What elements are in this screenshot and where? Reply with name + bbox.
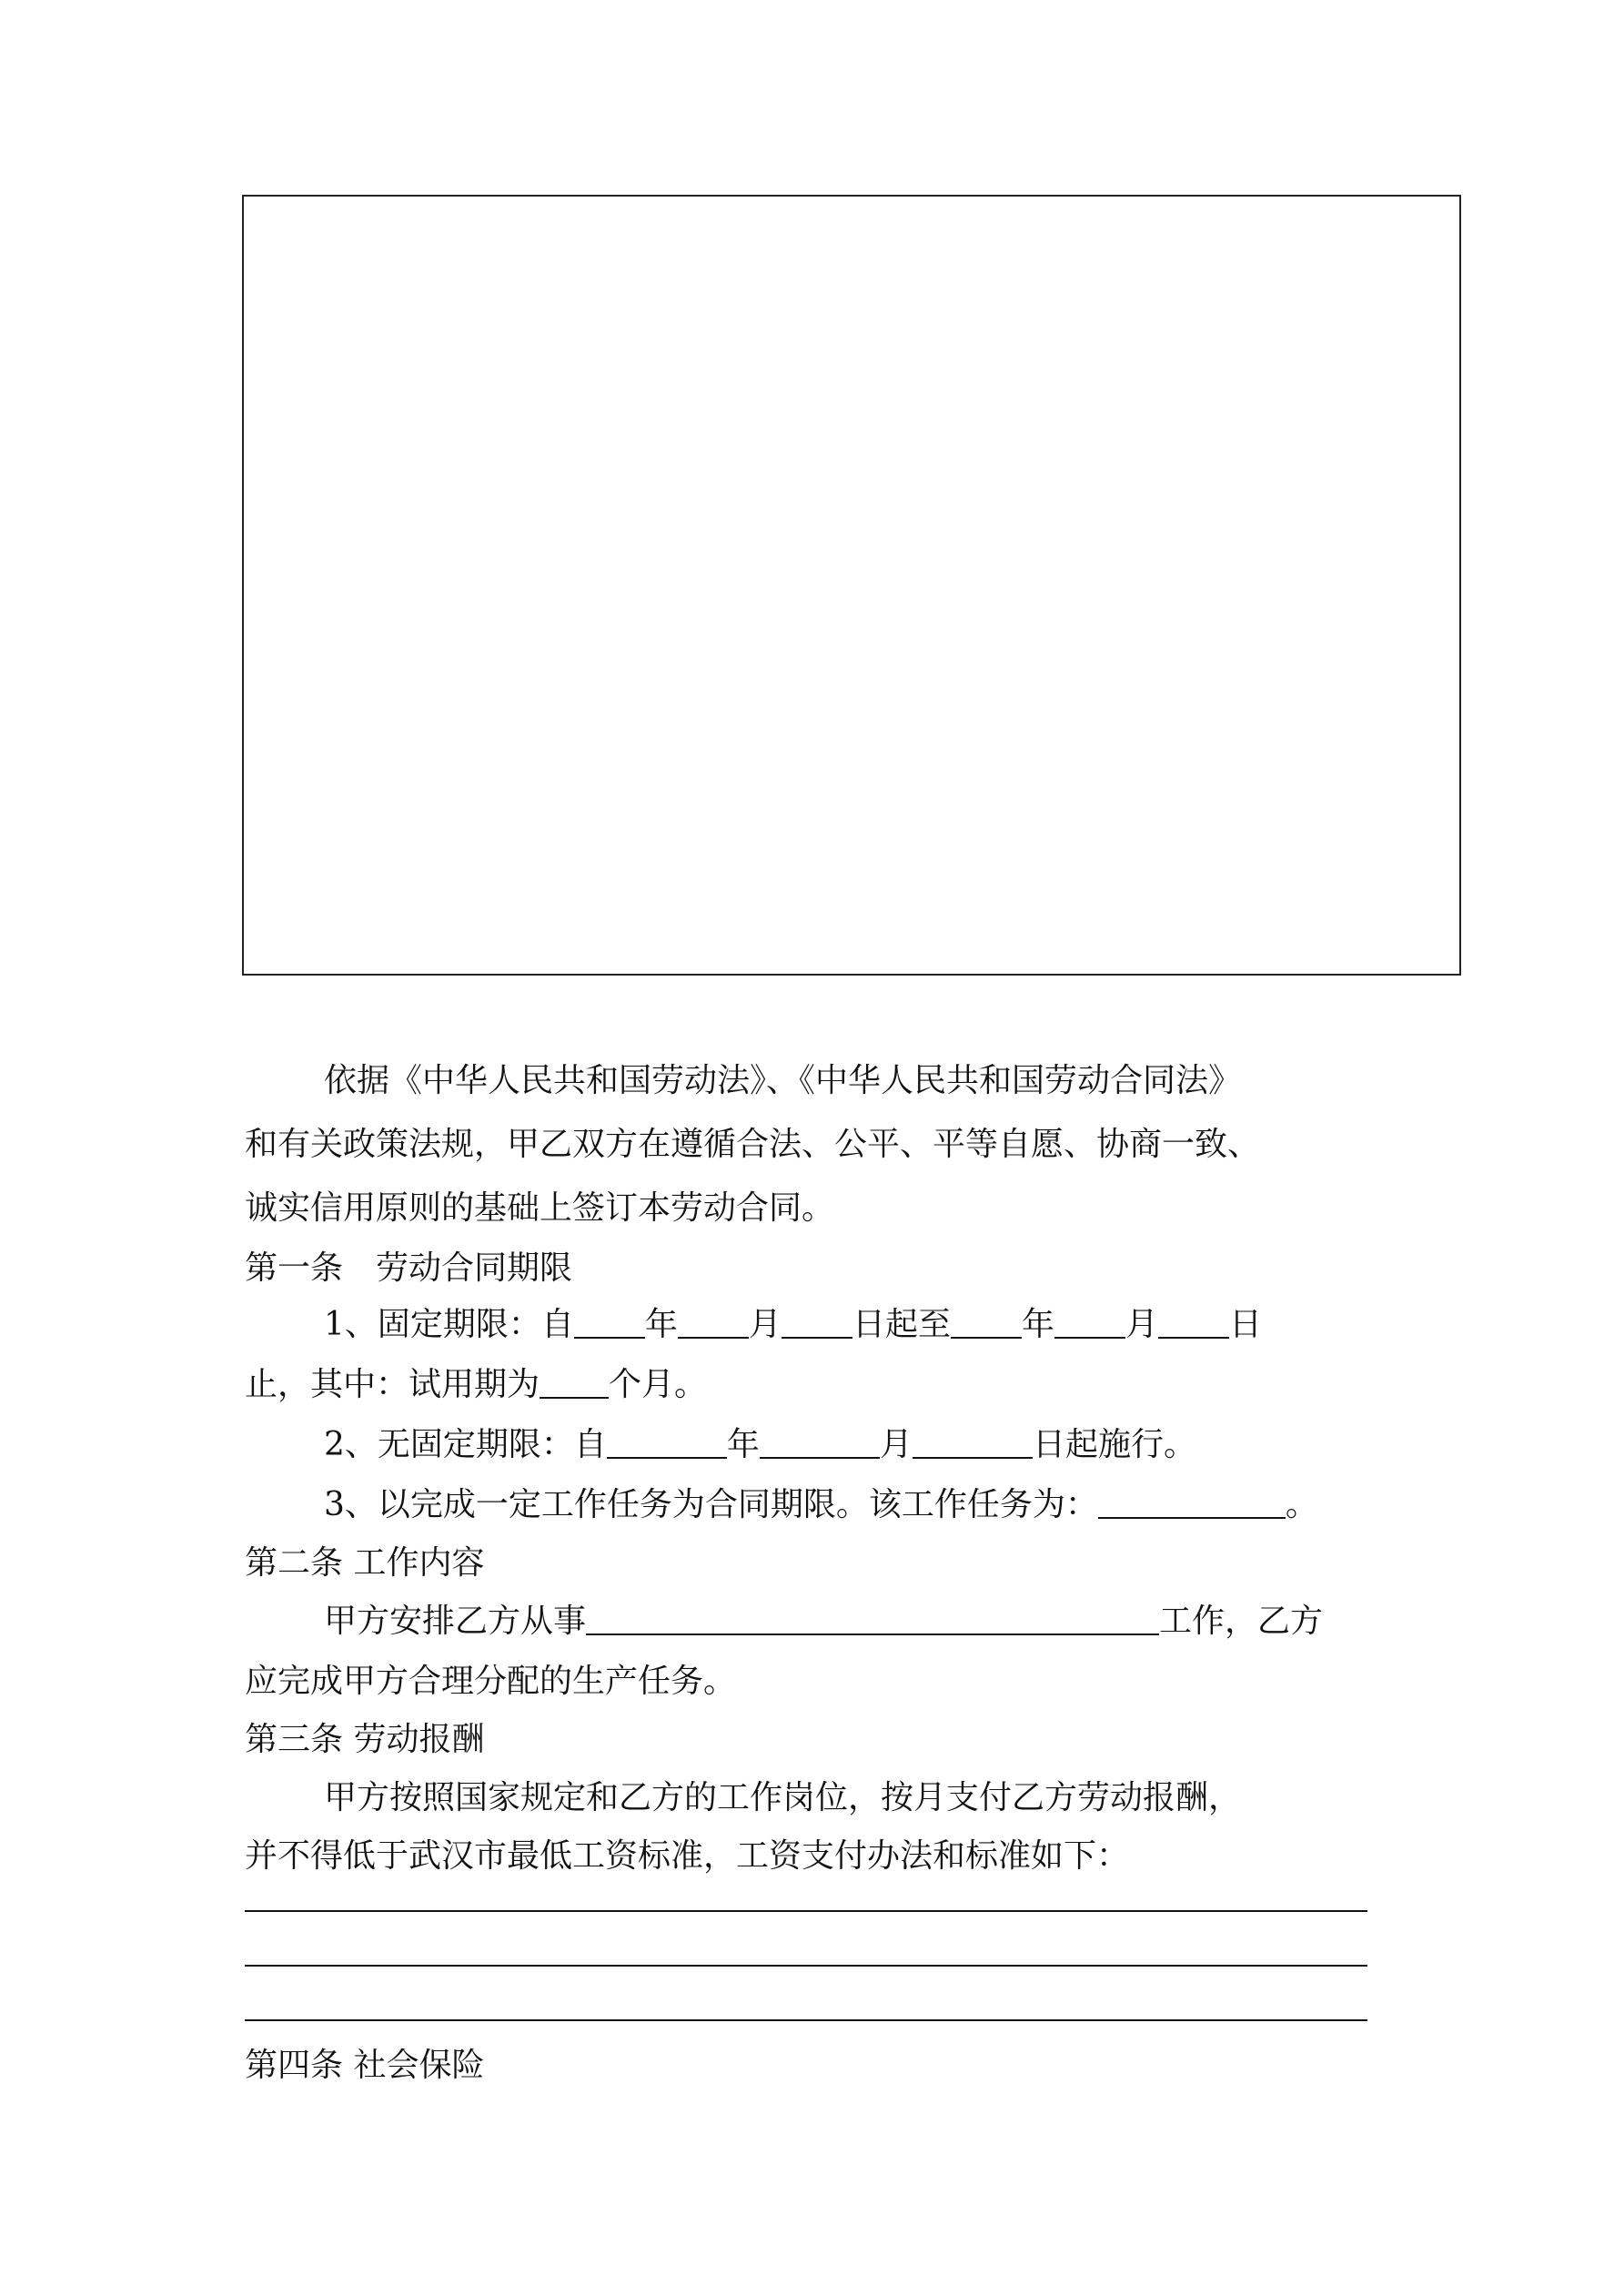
open-term-line: [324, 1418, 1196, 1472]
open-year-label: 年: [726, 1426, 760, 1463]
probation-line: [245, 1358, 707, 1412]
article-2-title: 第二条 工作内容: [245, 1544, 485, 1582]
start-day-blank[interactable]: [782, 1306, 852, 1339]
task-term-line: [324, 1478, 1318, 1532]
months-label: 个月。: [609, 1366, 708, 1403]
end-year-blank[interactable]: [951, 1306, 1022, 1339]
fixed-term-line: [324, 1298, 1262, 1352]
start-month-blank[interactable]: [678, 1306, 749, 1339]
month-label-2: 月: [1125, 1306, 1158, 1343]
intro-line-2: 和有关政策法规，甲乙双方在遵循合法、公平、平等自愿、协商一致、: [245, 1126, 1261, 1163]
open-tail: 日起施行。: [1032, 1426, 1196, 1463]
probation-months-blank[interactable]: [540, 1366, 609, 1399]
open-month-blank[interactable]: [760, 1426, 880, 1459]
fixed-term-lead: 1、固定期限：自: [324, 1306, 574, 1343]
end-month-blank[interactable]: [1054, 1306, 1125, 1339]
day-label-2: 日: [1228, 1306, 1262, 1343]
job-line-2: 应完成甲方合理分配的生产任务。: [245, 1663, 737, 1700]
task-blank[interactable]: [1098, 1486, 1286, 1519]
intro-line-3: 诚实信用原则的基础上签订本劳动合同。: [245, 1189, 835, 1227]
blank-cover-frame: [242, 195, 1461, 976]
open-month-label: 月: [879, 1426, 913, 1463]
start-year-blank[interactable]: [574, 1306, 645, 1339]
job-tail: 工作，乙方: [1159, 1603, 1324, 1640]
article-3-title: 第三条 劳动报酬: [245, 1721, 485, 1758]
job-blank[interactable]: [586, 1603, 1159, 1635]
task-tail: 。: [1285, 1486, 1318, 1523]
day-from-label: 日起至: [852, 1306, 951, 1343]
open-term-lead: 2、无固定期限：自: [324, 1426, 607, 1463]
pay-line-2: 并不得低于武汉市最低工资标准，工资支付办法和标准如下：: [245, 1837, 1130, 1875]
intro-line-1: 依据《中华人民共和国劳动法》、《中华人民共和国劳动合同法》: [324, 1062, 1242, 1099]
year-label-2: 年: [1021, 1306, 1054, 1343]
pay-blank-line-2[interactable]: [245, 1965, 1367, 1967]
probation-lead: 止，其中：试用期为: [245, 1366, 540, 1403]
open-year-blank[interactable]: [607, 1426, 727, 1459]
year-label: 年: [644, 1306, 678, 1343]
end-day-blank[interactable]: [1158, 1306, 1229, 1339]
pay-line-1: 甲方按照国家规定和乙方的工作岗位，按月支付乙方劳动报酬，: [324, 1779, 1242, 1816]
pay-blank-line-1[interactable]: [245, 1910, 1367, 1912]
article-1-title: 第一条 劳动合同期限: [245, 1249, 573, 1287]
job-line: [324, 1594, 1323, 1649]
task-lead: 3、以完成一定工作任务为合同期限。该工作任务为：: [324, 1486, 1098, 1523]
job-lead: 甲方安排乙方从事: [324, 1603, 587, 1640]
open-day-blank[interactable]: [913, 1426, 1033, 1459]
month-label: 月: [748, 1306, 782, 1343]
article-4-title: 第四条 社会保险: [245, 2047, 485, 2084]
pay-blank-line-3[interactable]: [245, 2019, 1367, 2021]
